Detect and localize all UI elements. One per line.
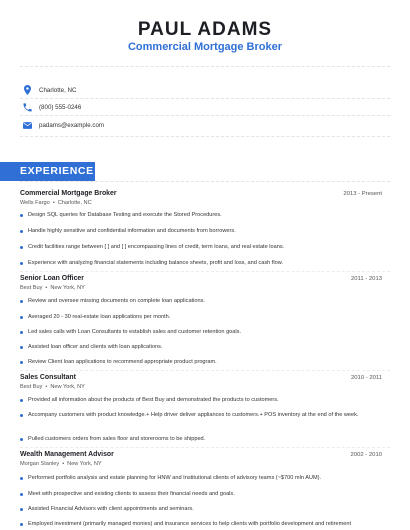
list-item: Employed investment (primarily managed monies) and insurance services to help clients with portfolio development and retirement [20,520,380,529]
job-company-location: Morgan Stanley • New York, NY [20,461,102,467]
email-text: padams@example.com [39,121,105,129]
job-divider [20,447,390,448]
list-item: Experience with analyzing financial statements including balance sheets, profit and loss, and cash flow. [20,259,380,268]
phone-icon [22,102,32,112]
location-text: Charlotte, NC [39,86,77,94]
list-item: Pulled customers orders from sales floor and storerooms to be shipped. [20,435,380,444]
email-icon [22,120,32,130]
list-item: Averaged 20 - 30 real-estate loan applications per month. [20,313,380,322]
job-location: Charlotte, NC [57,200,92,206]
candidate-title: Commercial Mortgage Broker [127,41,283,53]
job-company: Wells Fargo [20,200,50,206]
contact-phone [22,101,81,113]
job-location: New York, NY [50,384,85,390]
job-title: Commercial Mortgage Broker [20,190,117,197]
job-location: New York, NY [67,461,102,467]
contact-email [22,119,104,131]
experience-section-title: EXPERIENCE [20,165,94,177]
job-company: Best Buy [20,285,43,291]
list-item: Credit facilities range between [ ] and [ ] encompassing lines of credit, term loans, and real estate loans. [20,243,380,252]
list-item: Performed portfolio analysis and estate planning for HNW and Institutional clients of advisory teams (~$700 mln AUM). [20,474,380,483]
job-dates: 2002 - 2010 [350,452,382,458]
job-company: Best Buy [20,384,43,390]
job-dates: 2011 - 2013 [350,276,382,282]
contact-divider [20,98,390,99]
job-title: Senior Loan Officer [20,275,84,282]
contact-divider [20,115,390,116]
list-item: Review and oversee missing documents on complete loan applications. [20,297,380,306]
job-divider [20,370,390,371]
job-title: Wealth Management Advisor [20,451,114,458]
phone-text: (800) 555-0246 [39,103,82,111]
job-company-location: Best Buy • New York, NY [20,384,85,390]
header-divider [20,66,390,67]
section-divider [20,181,390,182]
contact-divider [20,136,390,137]
job-divider [20,271,390,272]
job-company: Morgan Stanley [20,461,60,467]
list-item: Assisted Financial Advisors with client appointments and seminars. [20,505,380,514]
job-title: Sales Consultant [20,374,76,381]
list-item: Review Client loan applications to recommend appropriate product program. [20,358,380,367]
job-dates: 2013 - Present [343,191,382,197]
list-item: Meet with prospective and existing clients to assess their financial needs and goals. [20,490,380,499]
list-item: Provided all information about the products of Best Buy and demonstrated the products to customers. [20,396,380,405]
job-location: New York, NY [50,285,85,291]
contact-location [22,84,76,96]
job-company-location: Wells Fargo • Charlotte, NC [20,200,92,206]
job-company-location: Best Buy • New York, NY [20,285,85,291]
list-item: Accompany customers with product knowledge.+ Help driver deliver appliances to customers.+ POS inventory at the end of the week. [20,411,380,420]
list-item: Assisted loan officer and clients with loan applications. [20,343,380,352]
job-dates: 2010 - 2011 [350,375,382,381]
candidate-name: PAUL ADAMS [137,19,273,40]
location-pin-icon [22,85,32,95]
list-item: Handle highly sensitive and confidential information and documents from borrowers. [20,227,380,236]
list-item: Design SQL queries for Database Testing and execute the Stored Procedures. [20,211,380,220]
list-item: Led sales calls with Loan Consultants to establish sales and customer retention goals. [20,328,380,337]
